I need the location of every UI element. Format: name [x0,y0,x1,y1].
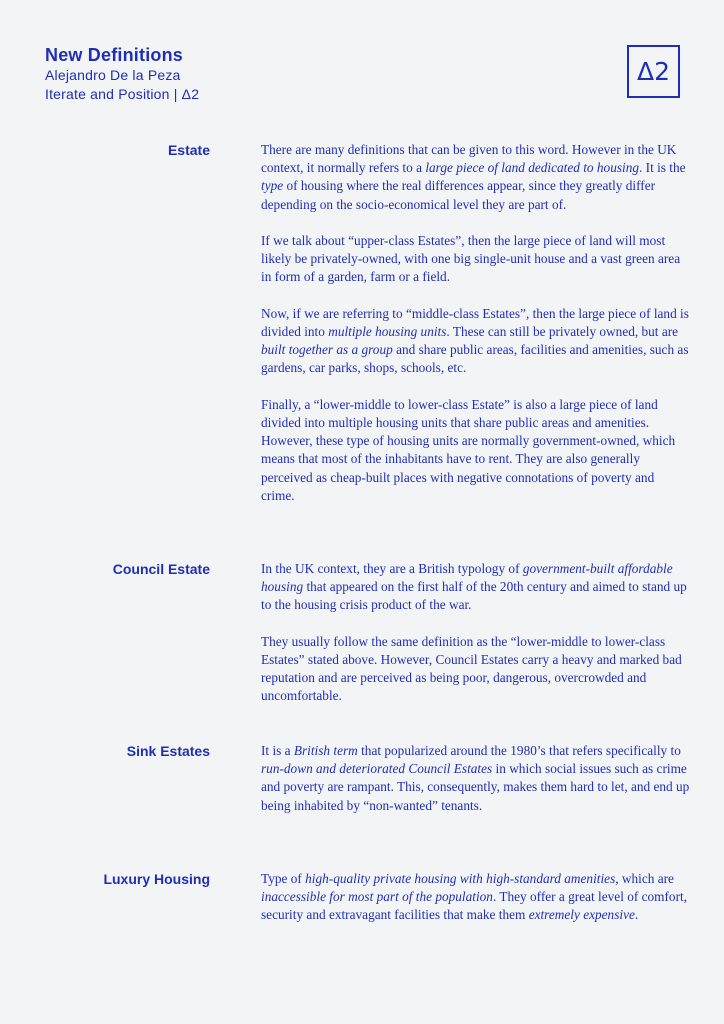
definition-text [261,742,691,815]
definition-text [261,141,691,505]
text-run: If we talk about “upper-class Estates”, then the large piece of land will most likely be privately-owned, with one big single-unit house and a vast green area in form of a garden, farm or a field. [261,233,681,285]
text-run: , which are [615,871,674,886]
author-name: Alejandro De la Peza [45,67,181,83]
emphasized-text: built together as a group [261,342,393,358]
term-label: Sink Estates [126,743,210,759]
definition-paragraph [261,232,691,287]
emphasized-text: British term [293,743,358,758]
definition-paragraph [261,633,691,706]
emphasized-text: high-quality private housing with high-standard amenities [305,871,616,886]
text-run: and share public areas, facilities and amenities, such as gardens, car parks, shops, schools, etc. [261,342,689,376]
text-run: Type of [261,871,306,886]
emphasized-text: inaccessible for most part of the population [261,889,493,905]
term-label: Council Estate [112,561,210,577]
term-label: Estate [167,142,210,158]
emphasized-text: extremely expensive [528,907,635,923]
page-header [45,44,199,104]
emphasized-text: government-built affordable housing [261,561,673,595]
definition-paragraph [261,560,691,615]
definition-paragraph [261,742,691,815]
definition-text [261,870,691,925]
emphasized-text: type [261,178,284,194]
text-run: of housing where the real differences appear, since they greatly differ depending on the socio-economical level they are part of. [261,178,656,212]
emphasized-text: large piece of land dedicated to housing [425,160,640,176]
text-run: In the UK context, they are a British typology of [261,561,523,576]
term-label: Luxury Housing [103,871,210,887]
text-run: There are many definitions that can be given to this word. However in the UK context, it normally refers to a [261,142,677,176]
text-run: . These can still be privately owned, but are [446,324,679,339]
text-run: in which social issues such as crime and poverty are rampant. This, consequently, makes them hard to let, and end up being inhabited by “non-wanted” tenants. [261,761,690,813]
text-run: They usually follow the same definition as the “lower-middle to lower-class Estates” stated above. However, Council Estates carry a heavy and marked bad reputation and are perceived as being poor, dangerous, overcrowded and uncomfortable. [261,633,682,704]
text-run: . [634,907,639,923]
text-run: . They offer a great level of comfort, security and extravagant facilities that make them [261,889,688,923]
text-run: Finally, a “lower-middle to lower-class Estate” is also a large piece of land divided into multiple housing units that share public areas and amenities. However, these type of housing units are normally government-owned, which means that most of the inhabitants have to rent. They are also generally perceived as cheap-built places with negative connotations of poverty and crime. [261,396,676,503]
definition-paragraph [261,396,691,505]
page-title: New Definitions [45,45,184,65]
page-subtitle: Iterate and Position | Δ2 [45,86,200,102]
delta-badge-label: Δ2 [636,57,670,86]
delta-badge [627,45,680,98]
text-run: Now, if we are referring to “middle-class Estates”, then the large piece of land is divided into [261,305,689,339]
definition-paragraph [261,141,691,214]
text-run: It is a [261,743,294,758]
text-run: that popularized around the 1980’s that refers specifically to [357,743,681,758]
definition-text [261,560,691,706]
text-run: that appeared on the first half of the 20th century and aimed to stand up to the housing crisis product of the war. [261,579,687,613]
definition-paragraph [261,305,691,378]
definition-paragraph [261,870,691,925]
text-run: . It is the [639,160,686,176]
emphasized-text: run-down and deteriorated Council Estates [261,761,493,777]
emphasized-text: multiple housing units [328,324,447,339]
